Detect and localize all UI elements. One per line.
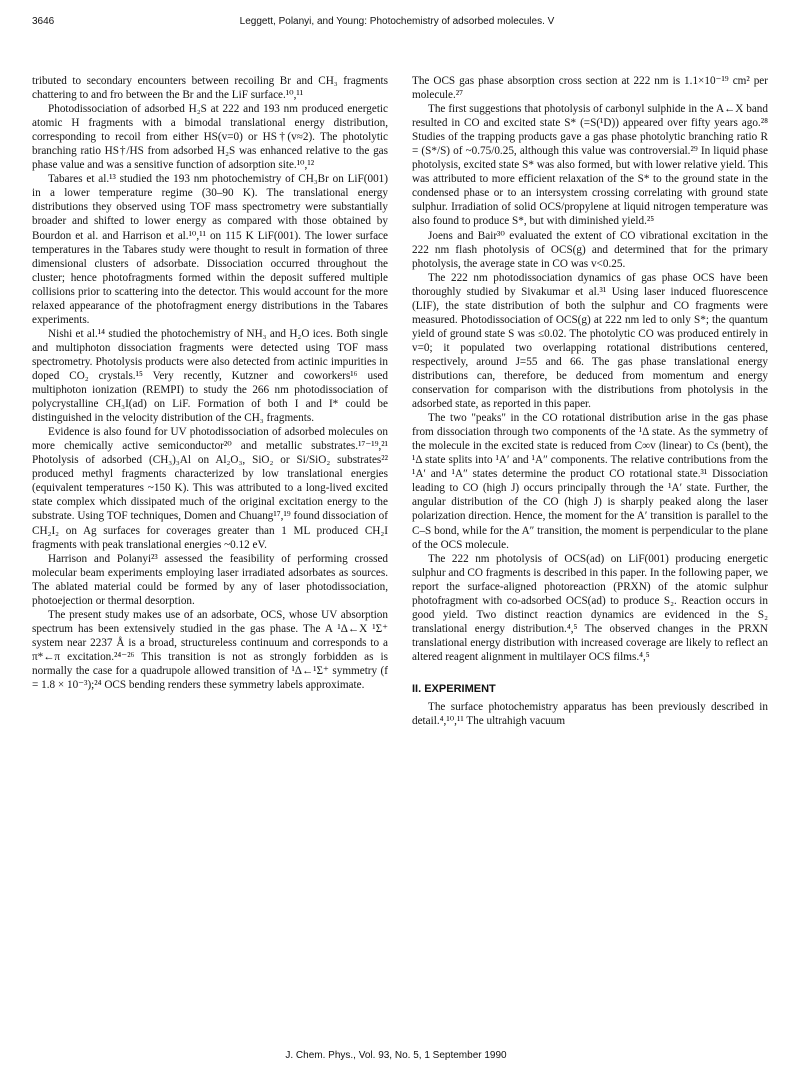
paragraph: tributed to secondary encounters between recoiling Br and CH₃ fragments chattering to and fro between the Br and the LiF surface.¹⁰,¹¹ — [32, 75, 388, 102]
paragraph: Tabares et al.¹³ studied the 193 nm photochemistry of CH₃Br on LiF(001) in a lower temperature regime (30–90 K). The translational energy distributions they observed using TOF mass spectrometry were substantially broader and shifted to lower energy as compared with those obtained by Bourdon et al. and Harrison et al.¹⁰,¹¹ on 115 K LiF(001). The lower surface temperatures in the Tabares study were thought to result in formation of three dimensional clusters of adsorbate. Dissociation occurred throughout the cluster; hence photofragments formed within the deposit suffered multiple collisions prior to scattering into the detector. This would account for the more relaxed appearance of the photofragment energy distributions in the Tabares experiments. — [32, 173, 388, 326]
running-title: Leggett, Polanyi, and Young: Photochemistry of adsorbed molecules. V — [239, 16, 555, 27]
right-column — [412, 74, 768, 728]
paragraph: The two "peaks" in the CO rotational distribution arise in the gas phase from dissociation through two components of the ¹Δ state. As the symmetry of the molecule in the excited state is reduced from C∞v (linear) to Cs (bent), the ¹Δ state splits into ¹A′ and ¹A″ components. The relative contributions from the ¹A′ and ¹A″ states determine the product CO rotational state.³¹ Dissociation leading to CO (high J) occurs principally through the ¹A′ state. Further, the angular distribution of the CO (high J) is sharply peaked along the laser polarization direction. Hence, the moment for the A′ transition is parallel to the C–S bond, while for the A″ transition, the moment is perpendicular to the plane of the OCS molecule. — [412, 412, 768, 551]
paragraph: The present study makes use of an adsorbate, OCS, whose UV absorption spectrum has been extensively studied in the gas phase. The A ¹Δ←X ¹Σ⁺ system near 2237 Å is a broad, structureless continuum and corresponds to a π*←π excitation.²⁴⁻²⁶ This transition is not as strongly forbidden as is normally the case for a quadrupole allowed transition of ¹Δ←¹Σ⁺ symmetry (f = 1.8 × 10⁻³);²⁴ OCS bending renders these symmetry labels approximate. — [32, 608, 388, 692]
paragraph: Photodissociation of adsorbed H₂S at 222 and 193 nm produced energetic atomic H fragments with a bimodal translational energy distribution, corresponding to recoil from either HS(v=0) or HS†(v≈2). The photolytic branching ratio HS†/HS from adsorbed H₂S was enhanced relative to the gas phase value and was a sensitive function of adsorption site.¹⁰,¹² — [32, 103, 388, 172]
paragraph: Joens and Bair³⁰ evaluated the extent of CO vibrational excitation in the 222 nm flash photolysis of OCS(g) and determined that for the primary photolysis, the average state in CO was v<0.25. — [412, 229, 768, 270]
page-number: 3646 — [32, 16, 55, 27]
section-heading: II. EXPERIMENT — [412, 682, 496, 695]
paragraph: The 222 nm photolysis of OCS(ad) on LiF(001) producing energetic sulphur and CO fragments is described in this paper. In the following paper, we report the surface-aligned photoreaction (PRXN) of the atomic sulphur photofragment with co-adsorbed OCS(ad) to produce S₂. Reaction occurs in good yield. Two distinct reaction dynamics are evidenced in the S₂ translational energy distribution.⁴,⁵ The observed changes in the PRXN translational energy distribution with increased coverage are likely to reflect an altered reagent alignment in multilayer OCS films.⁴,⁵ — [412, 552, 768, 663]
paragraph: The first suggestions that photolysis of carbonyl sulphide in the A←X band resulted in CO and excited state S* (=S(¹D)) appeared over fifty years ago.²⁸ Studies of the trapping products gave a gas phase photolytic branching ratio R = (S*/S) of ~0.75/0.25, although this value was controversial.²⁹ In liquid phase photolysis, excited state S* was also formed, but with lower relative yield. This was attributed to more efficient relaxation of the S* to the ground state in the condensed phase or to an intersystem crossing correlating with ground state sulphur. Irradiation of solid OCS/propylene at liquid nitrogen temperature was also found to produce S*, but with diminished yield.²⁵ — [412, 103, 768, 228]
left-column — [32, 74, 388, 692]
journal-citation: J. Chem. Phys., Vol. 93, No. 5, 1 September 1990 — [285, 1050, 507, 1061]
page-header — [32, 16, 762, 36]
paragraph: Harrison and Polanyi²³ assessed the feasibility of performing crossed molecular beam experiments employing laser irradiated adsorbates as sources. The ablated material could be formed by any of laser photodissociation, photoejection or thermal desorption. — [32, 552, 388, 607]
paragraph: The OCS gas phase absorption cross section at 222 nm is 1.1×10⁻¹⁹ cm² per molecule.²⁷ — [412, 75, 768, 102]
paragraph: Nishi et al.¹⁴ studied the photochemistry of NH₃ and H₂O ices. Both single and multiphoton dissociation fragments were detected using TOF mass spectrometry. Photolysis products were also detected from actinic impurities in doped CO₂ crystals.¹⁵ Very recently, Kutzner and coworkers¹⁶ used multiphoton ionization (REMPI) to study the 266 nm photodissociation of polycrystalline CH₃I(ad) on LiF. Formation of both I and I* could be distinguished in the velocity distribution of the CH₃ fragments. — [32, 327, 388, 425]
paragraph: Evidence is also found for UV photodissociation of adsorbed molecules on more chemically active semiconductor²⁰ and metallic substrates.¹⁷⁻¹⁹,²¹ Photolysis of adsorbed (CH₃)₃Al on Al₂O₃, SiO₂ or Si/SiO₂ substrates²² produced methyl fragments characterized by low translational energies (equivalent temperatures ~150 K). This was attributed to a long-lived excited state complex which dissipated much of the original excitation energy to the substrate. Using TOF techniques, Domen and Chuang¹⁷,¹⁹ found dissociation of CH₂I₂ on Ag surfaces for coverages greater than 1 ML produced CH₂I fragments with peak translational energies ~0.12 eV. — [32, 426, 388, 551]
paragraph: The 222 nm photodissociation dynamics of gas phase OCS have been thoroughly studied by Sivakumar et al.³¹ Using laser induced fluorescence (LIF), the state distribution of both the sulphur and CO fragments were measured. Photodissociation of OCS(g) at 222 nm led to only S*; the quantum yield of ground state S was ≤0.02. The photolytic CO was produced entirely in v=0; it populated two overlapping rotational distributions centered, respectively, around J=55 and 66. The gas phase translational energy distributions can, therefore, be deduced from momentum and energy conservation for comparison with the distributions from photolysis in the adsorbed state, as reported in this paper. — [412, 271, 768, 411]
paragraph: The surface photochemistry apparatus has been previously described in detail.⁴,¹⁰,¹¹ The ultrahigh vacuum — [412, 701, 768, 728]
